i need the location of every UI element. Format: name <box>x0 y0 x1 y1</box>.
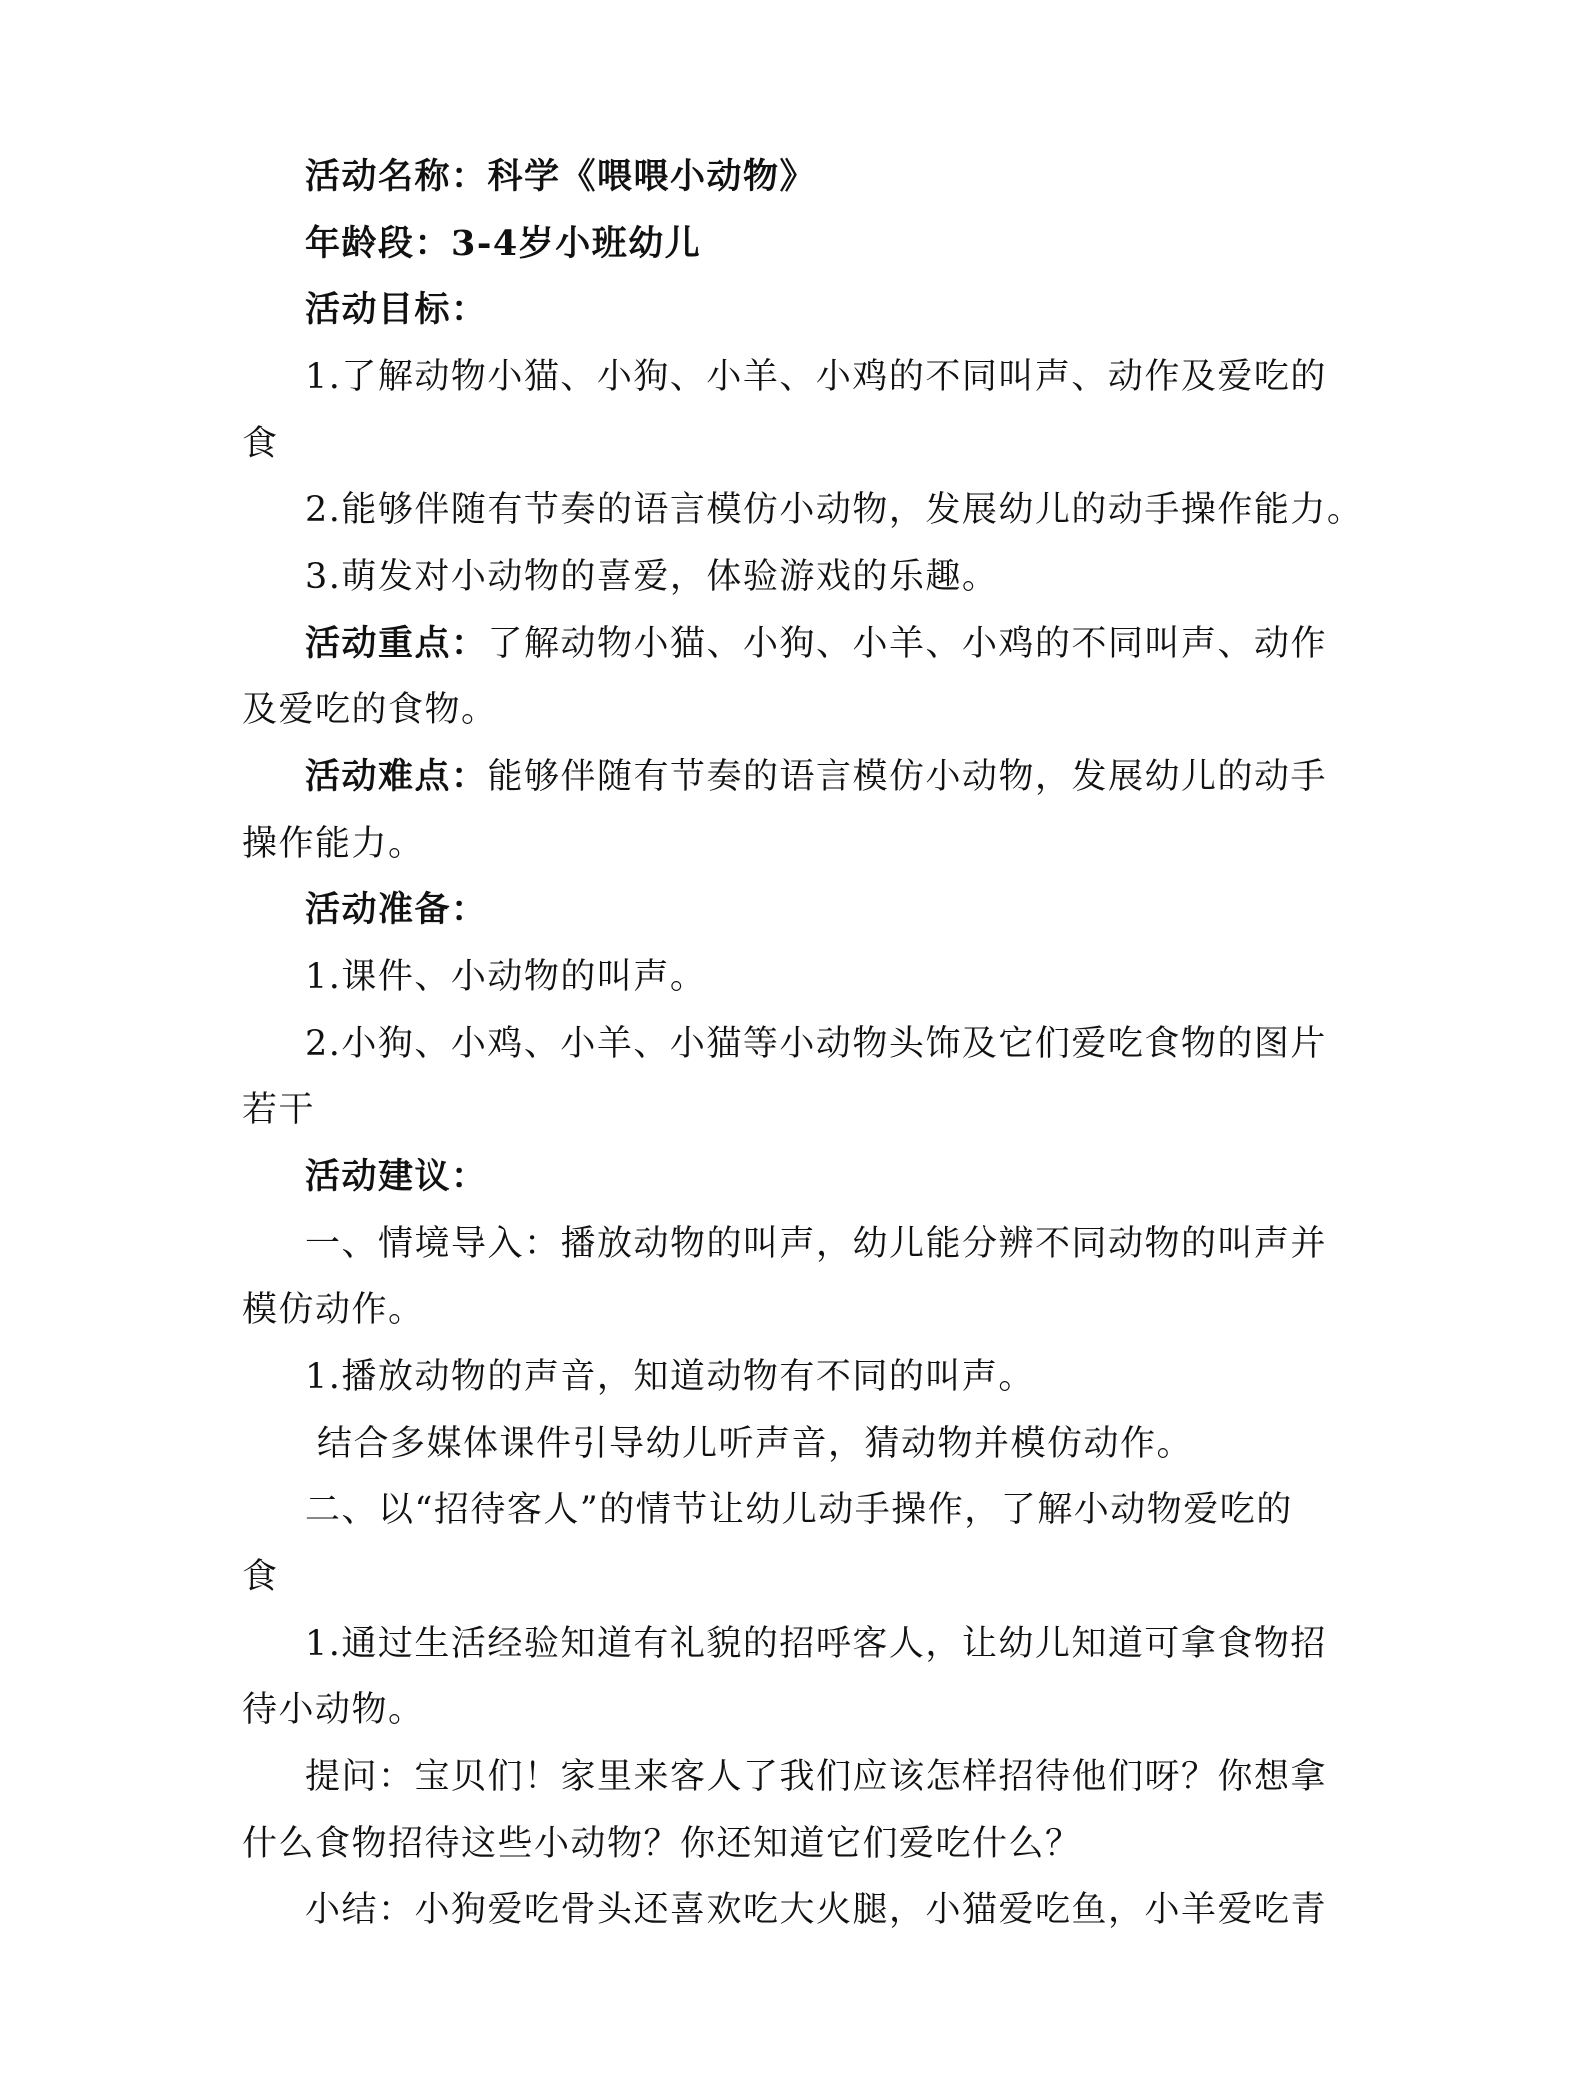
section-2-step-1: 1.通过生活经验知道有礼貌的招呼客人，让幼儿知道可拿食物招 <box>305 1624 1327 1664</box>
difficulty-continued: 操作能力。 <box>242 824 425 864</box>
section-2-title-continued: 食 <box>242 1557 279 1597</box>
age-group: 年龄段：3-4岁小班幼儿 <box>305 223 702 264</box>
preparation-item-1: 1.课件、小动物的叫声。 <box>305 957 707 997</box>
section-2-question-continued: 什么食物招待这些小动物？你还知道它们爱吃什么？ <box>242 1824 1082 1864</box>
key-point-paragraph <box>305 624 1327 664</box>
section-2-summary: 小结：小狗爱吃骨头还喜欢吃大火腿，小猫爱吃鱼，小羊爱吃青 <box>305 1890 1328 1930</box>
preparation-item-2: 2.小狗、小鸡、小羊、小猫等小动物头饰及它们爱吃食物的图片 <box>305 1024 1327 1064</box>
goal-item-3: 3.萌发对小动物的喜爱，体验游戏的乐趣。 <box>305 557 999 597</box>
key-point-continued: 及爱吃的食物。 <box>242 690 498 730</box>
suggestions-heading: 活动建议： <box>305 1156 488 1197</box>
section-1-title: 一、情境导入：播放动物的叫声，幼儿能分辨不同动物的叫声并 <box>305 1224 1328 1264</box>
section-1-note: 结合多媒体课件引导幼儿听声音，猜动物并模仿动作。 <box>317 1424 1194 1464</box>
goal-item-2: 2.能够伴随有节奏的语言模仿小动物，发展幼儿的动手操作能力。 <box>305 490 1364 530</box>
preparation-heading: 活动准备： <box>305 889 488 930</box>
activity-title: 活动名称：科学《喂喂小动物》 <box>305 156 817 197</box>
difficulty-text: 能够伴随有节奏的语言模仿小动物，发展幼儿的动手 <box>487 757 1328 797</box>
section-2-question: 提问：宝贝们！家里来客人了我们应该怎样招待他们呀？你想拿 <box>305 1757 1328 1797</box>
goal-item-1-continued: 食 <box>242 424 279 464</box>
goals-heading: 活动目标： <box>305 289 488 330</box>
key-point-label: 活动重点： <box>305 623 488 664</box>
difficulty-paragraph <box>305 757 1327 797</box>
difficulty-label: 活动难点： <box>305 756 488 797</box>
preparation-item-2-continued: 若干 <box>242 1090 316 1130</box>
key-point-text: 了解动物小猫、小狗、小羊、小鸡的不同叫声、动作 <box>487 624 1328 664</box>
section-1-step-1: 1.播放动物的声音，知道动物有不同的叫声。 <box>305 1357 1035 1397</box>
goal-item-1: 1.了解动物小猫、小狗、小羊、小鸡的不同叫声、动作及爱吃的 <box>305 357 1327 397</box>
section-2-title: 二、以“招待客人”的情节让幼儿动手操作，了解小动物爱吃的 <box>305 1490 1293 1530</box>
section-2-step-1-continued: 待小动物。 <box>242 1690 425 1730</box>
section-1-title-continued: 模仿动作。 <box>242 1290 425 1330</box>
